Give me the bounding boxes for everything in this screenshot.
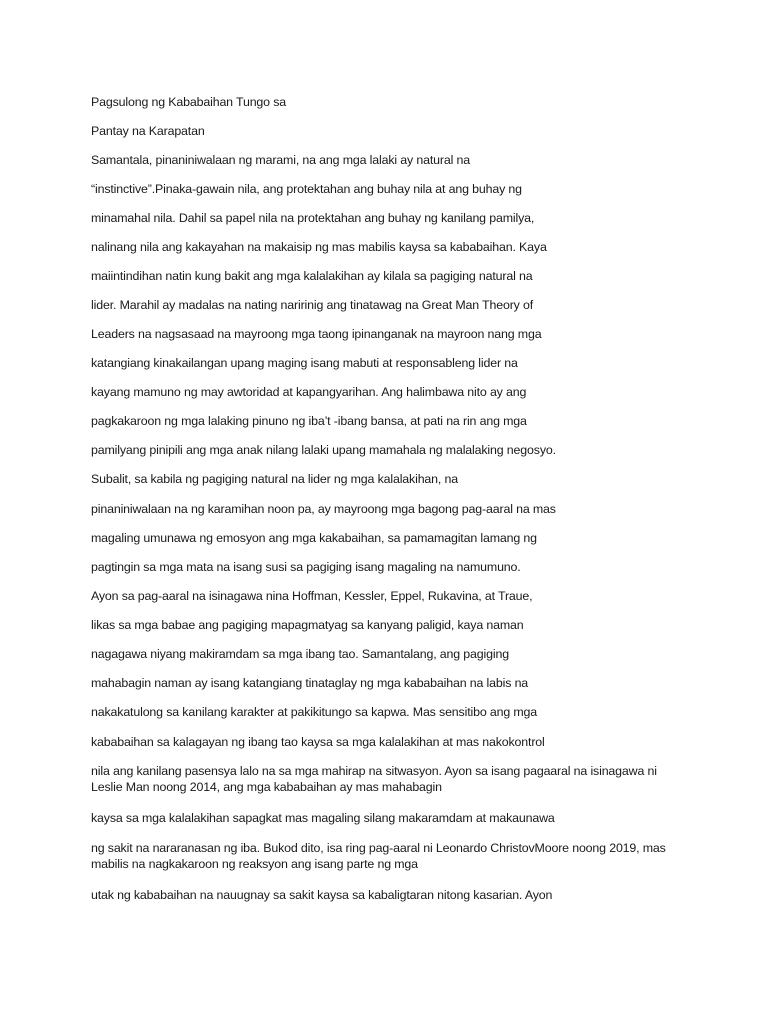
document-title-line-1: Pagsulong ng Kababaihan Tungo sa <box>91 95 286 109</box>
paragraph-line: likas sa mga babae ang pagiging mapagmatyag sa kanyang paligid, kaya naman <box>91 618 524 632</box>
paragraph-line: kababaihan sa kalagayan ng ibang tao kaysa sa mga kalalakihan at mas nakokontrol <box>91 735 545 749</box>
paragraph-line: Ayon sa pag-aaral na isinagawa nina Hoffman, Kessler, Eppel, Rukavina, at Traue, <box>91 589 533 603</box>
paragraph-line: pagkakaroon ng mga lalaking pinuno ng iba’t -ibang bansa, at pati na rin ang mga <box>91 414 527 428</box>
paragraph-line: nila ang kanilang pasensya lalo na sa mga mahirap na sitwasyon. Ayon sa isang pagaaral na isinagawa ni Leslie Man noong 2014, ang mga kababaihan ay mas mahabagin <box>91 764 657 794</box>
paragraph-line: minamahal nila. Dahil sa papel nila na protektahan ang buhay ng kanilang pamilya, <box>91 211 535 225</box>
paragraph-line: nakakatulong sa kanilang karakter at pakikitungo sa kapwa. Mas sensitibo ang mga <box>91 705 538 719</box>
paragraph-line: mahabagin naman ay isang katangiang tinataglay ng mga kababaihan na labis na <box>91 676 529 690</box>
paragraph-line: maiintindihan natin kung bakit ang mga kalalakihan ay kilala sa pagiging natural na <box>91 269 533 283</box>
paragraph-line: “instinctive”.Pinaka-gawain nila, ang protektahan ang buhay nila at ang buhay ng <box>91 182 522 196</box>
paragraph-line: Subalit, sa kabila ng pagiging natural na lider ng mga kalalakihan, na <box>91 472 458 486</box>
paragraph-line: kaysa sa mga kalalakihan sapagkat mas magaling silang makaramdam at makaunawa <box>91 811 555 825</box>
document-title-line-2: Pantay na Karapatan <box>91 124 205 138</box>
paragraph-line: Leaders na nagsasaad na mayroong mga taong ipinanganak na mayroon nang mga <box>91 327 542 341</box>
paragraph-line: Samantala, pinaniniwalaan ng marami, na ang mga lalaki ay natural na <box>91 153 470 167</box>
paragraph-line: pamilyang pinipili ang mga anak nilang lalaki upang mamahala ng malalaking negosyo. <box>91 443 556 457</box>
paragraph-line: utak ng kababaihan na nauugnay sa sakit kaysa sa kabaligtaran nitong kasarian. Ayon <box>91 888 553 902</box>
paragraph-line: pagtingin sa mga mata na isang susi sa pagiging isang magaling na namumuno. <box>91 560 521 574</box>
paragraph-line: nagagawa niyang makiramdam sa mga ibang tao. Samantalang, ang pagiging <box>91 647 509 661</box>
paragraph-line: ng sakit na nararanasan ng iba. Bukod dito, isa ring pag-aaral ni Leonardo ChristovMoore noong 2019, mas mabilis na nagkakaroon ng reaksyon ang isang parte ng mga <box>91 841 666 871</box>
paragraph-line: kayang mamuno ng may awtoridad at kapangyarihan. Ang halimbawa nito ay ang <box>91 385 527 399</box>
paragraph-line: magaling umunawa ng emosyon ang mga kakabaihan, sa pamamagitan lamang ng <box>91 531 537 545</box>
paragraph-line: pinaniniwalaan na ng karamihan noon pa, ay mayroong mga bagong pag-aaral na mas <box>91 502 556 516</box>
paragraph-line: katangiang kinakailangan upang maging isang mabuti at responsableng lider na <box>91 356 518 370</box>
paragraph-line: nalinang nila ang kakayahan na makaisip ng mas mabilis kaysa sa kababaihan. Kaya <box>91 240 547 254</box>
paragraph-line: lider. Marahil ay madalas na nating naririnig ang tinatawag na Great Man Theory of <box>91 298 534 312</box>
